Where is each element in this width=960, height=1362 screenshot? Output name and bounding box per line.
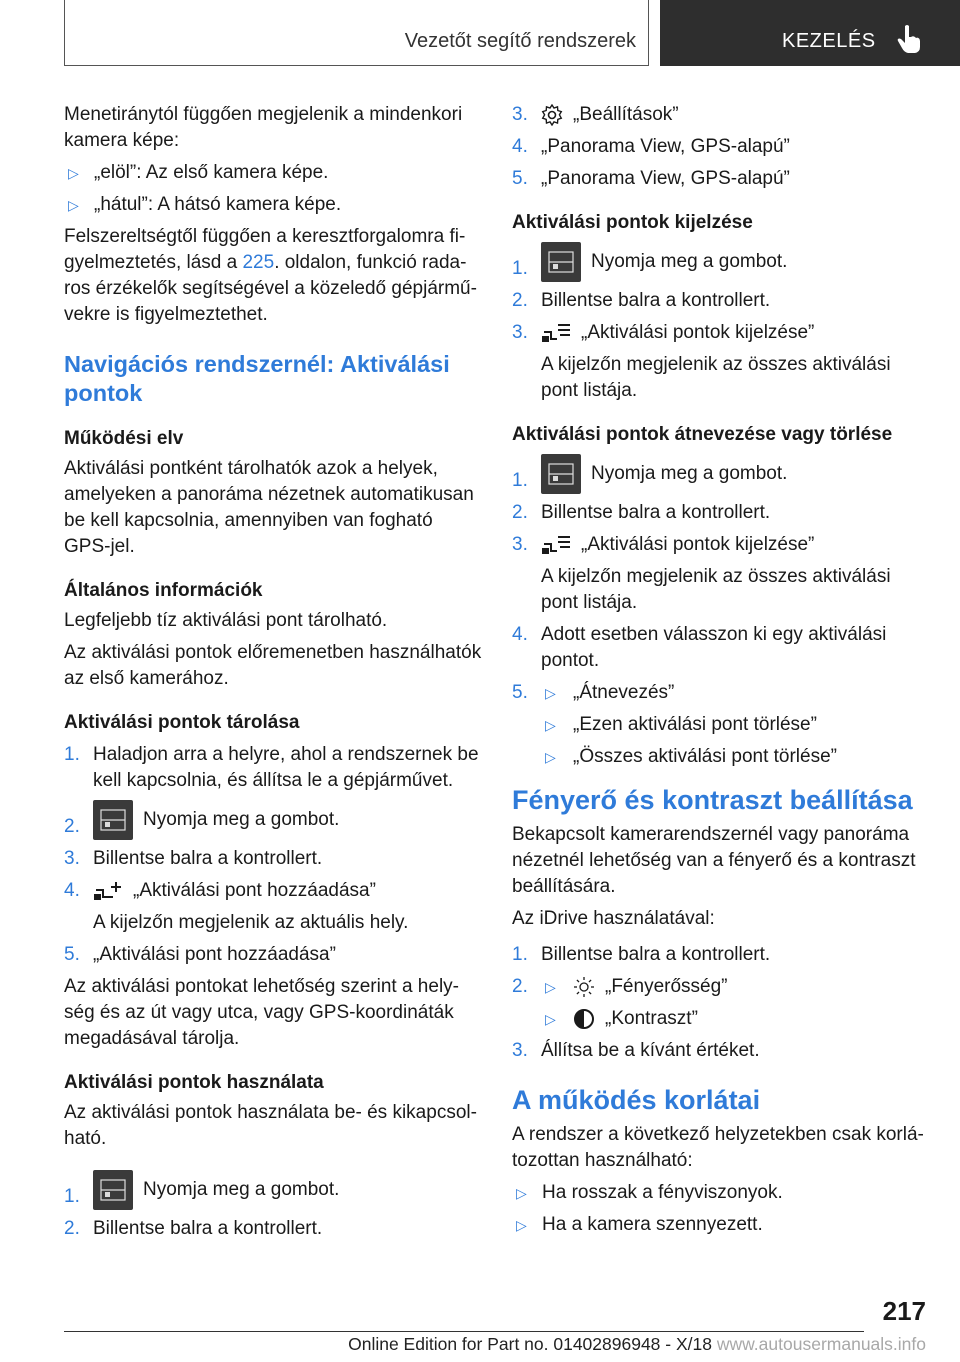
list-item: 2. Billentse balra a kontrollert. — [64, 1218, 323, 1239]
point-list-icon — [541, 534, 571, 556]
hand-pointer-icon — [896, 24, 922, 54]
triangle-bullet-icon: ▷ — [545, 979, 556, 995]
list-item: 4. Adott esetben válasszon ki egy aktiválási pontot. — [512, 624, 887, 671]
display-heading: Aktiválási pontok kijelzése — [512, 212, 753, 233]
list-item: 2. ▷ „Fényerősség” — [512, 974, 932, 1000]
list-item: 3. „Aktiválási pontok kijelzése” — [512, 534, 815, 555]
list-item: ▷ Ha a kamera szennyezett. — [512, 1212, 932, 1238]
general-text-2: Az aktiválási pontok előremenetben használhatók az első kamerához. — [64, 642, 482, 689]
list-item: 1. Billentse balra a kontrollert. — [512, 944, 771, 965]
list-item: 3. „Beállítások” — [512, 104, 679, 125]
limits-heading: A működés korlátai — [512, 1085, 761, 1115]
rename-heading: Aktiválási pontok átnevezése vagy törlése — [512, 424, 893, 445]
list-item: 4. „Panorama View, GPS-alapú” — [512, 136, 790, 157]
list-item: 2. Nyomja meg a gombot. — [64, 800, 484, 840]
triangle-bullet-icon: ▷ — [68, 197, 79, 213]
principle-heading: Működési elv — [64, 428, 184, 449]
triangle-bullet-icon: ▷ — [545, 717, 556, 733]
add-point-icon — [93, 880, 123, 902]
header-chapter-box — [64, 0, 649, 66]
triangle-bullet-icon: ▷ — [545, 749, 556, 765]
nav-heading: Navigációs rendszernél: Aktiválási pontok — [64, 351, 450, 406]
cross-traffic-text: Felszereltségtől függően a keresztforgalomra fi-gyelmeztetés, lásd a 225. oldalon, funkció rada-ros érzékelők segítségével a közeledő gépjármű-vekre is figyelmeztethet. — [64, 226, 477, 325]
camera-button-icon — [93, 1170, 133, 1210]
list-item: ▷ „Ezen aktiválási pont törlése” — [541, 712, 932, 738]
page-number: 217 — [882, 1296, 926, 1326]
header-section-box — [660, 0, 960, 66]
store-after-text: Az aktiválási pontokat lehetőség szerint a hely-ség és az út vagy utca, vagy GPS-koordináták megadásával tárolja. — [64, 976, 459, 1049]
list-item: 5. ▷ „Átnevezés” — [512, 680, 932, 706]
use-text: Az aktiválási pontok használata be- és kikapcsol-ható. — [64, 1102, 477, 1149]
triangle-bullet-icon: ▷ — [68, 165, 79, 181]
footer-edition: Online Edition for Part no. 01402896948 - X/18 www.autousermanuals.info — [348, 1334, 926, 1354]
triangle-bullet-icon: ▷ — [516, 1185, 527, 1201]
contrast-icon — [573, 1008, 595, 1030]
triangle-bullet-icon: ▷ — [545, 1011, 556, 1027]
watermark: www.autousermanuals.info — [716, 1334, 926, 1354]
idrive-text: Az iDrive használatával: — [512, 908, 715, 929]
brightness-text: Bekapcsolt kamerarendszernél vagy panoráma nézetnél lehetőség van a fényerő és a kontraszt beállítására. — [512, 824, 916, 897]
list-item: ▷ „hátul”: A hátsó kamera képe. — [64, 192, 484, 218]
general-text-1: Legfeljebb tíz aktiválási pont tárolható. — [64, 610, 388, 631]
store-step4-continuation: A kijelzőn megjelenik az aktuális hely. — [93, 912, 409, 933]
rename-continuation: A kijelzőn megjelenik az összes aktiválási pont listája. — [541, 566, 891, 613]
list-item: ▷ „Kontraszt” — [541, 1006, 932, 1032]
triangle-bullet-icon: ▷ — [545, 685, 556, 701]
use-heading: Aktiválási pontok használata — [64, 1072, 324, 1093]
chapter-title: Vezetőt segítő rendszerek — [404, 30, 636, 52]
page-reference-link[interactable]: 225 — [242, 252, 275, 273]
camera-button-icon — [541, 242, 581, 282]
footer-divider — [64, 1331, 864, 1332]
list-item: 1. Nyomja meg a gombot. — [512, 454, 932, 494]
intro-text: Menetiránytól függően megjelenik a mindenkori kamera képe: — [64, 104, 463, 151]
triangle-bullet-icon: ▷ — [516, 1217, 527, 1233]
left-column — [64, 102, 484, 1248]
list-item: 1. Haladjon arra a helyre, ahol a rendszernek be kell kapcsolnia, és állítsa le a gépjárművet. — [64, 744, 479, 791]
store-heading: Aktiválási pontok tárolása — [64, 712, 300, 733]
brightness-heading: Fényerő és kontraszt beállítása — [512, 785, 913, 815]
list-item: 5. „Panorama View, GPS-alapú” — [512, 168, 790, 189]
gear-icon — [541, 104, 563, 126]
camera-button-icon — [93, 800, 133, 840]
list-item: 1. Nyomja meg a gombot. — [512, 242, 932, 282]
list-item: ▷ Ha rosszak a fényviszonyok. — [512, 1180, 932, 1206]
list-item: 5. „Aktiválási pont hozzáadása” — [64, 944, 336, 965]
section-title: KEZELÉS — [782, 30, 876, 52]
point-list-icon — [541, 322, 571, 344]
display-continuation: A kijelzőn megjelenik az összes aktiválási pont listája. — [541, 354, 891, 401]
list-item: ▷ „Összes aktiválási pont törlése” — [541, 744, 932, 770]
list-item: 1. Nyomja meg a gombot. — [64, 1170, 484, 1210]
list-item: 2. Billentse balra a kontrollert. — [512, 502, 771, 523]
list-item: 4. „Aktiválási pont hozzáadása” — [64, 880, 376, 901]
principle-text: Aktiválási pontként tárolhatók azok a helyek, amelyeken a panoráma nézetnek automatikusan be kell kapcsolnia, amennyiben van fogható GPS-jel. — [64, 458, 474, 557]
list-item: 3. „Aktiválási pontok kijelzése” — [512, 322, 815, 343]
limits-text: A rendszer a következő helyzetekben csak korlá-tozottan használható: — [512, 1124, 924, 1171]
list-item: 3. Billentse balra a kontrollert. — [64, 848, 323, 869]
brightness-icon — [573, 976, 595, 998]
right-column — [512, 102, 932, 1244]
camera-button-icon — [541, 454, 581, 494]
list-item: ▷ „elöl”: Az első kamera képe. — [64, 160, 484, 186]
list-item: 3. Állítsa be a kívánt értéket. — [512, 1040, 760, 1061]
general-heading: Általános információk — [64, 580, 263, 601]
list-item: 2. Billentse balra a kontrollert. — [512, 290, 771, 311]
